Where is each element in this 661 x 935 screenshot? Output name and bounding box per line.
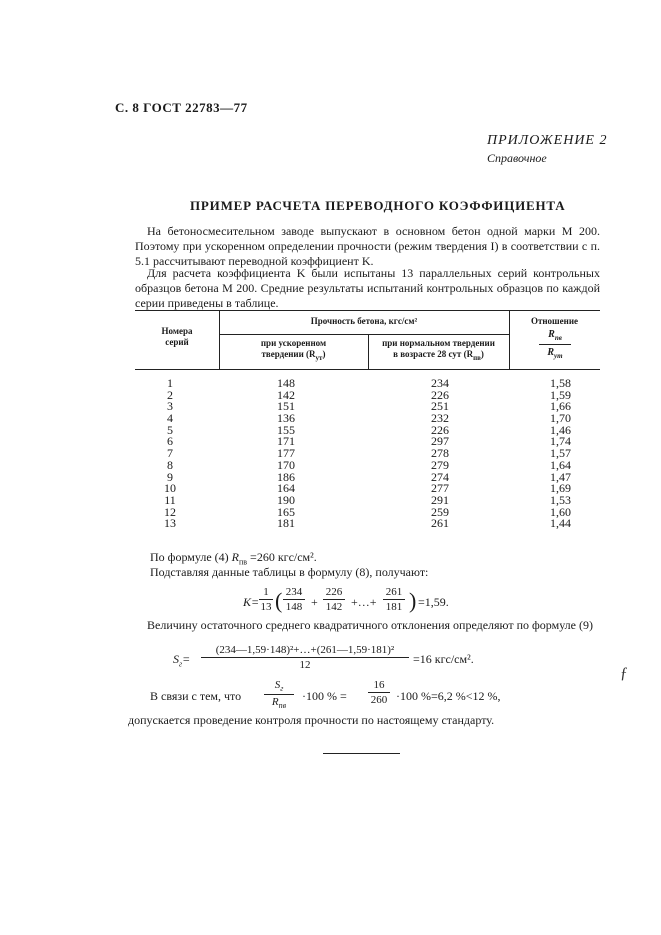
cell-ratio: 1,64 — [550, 457, 571, 472]
cell-series: 1 — [167, 376, 173, 390]
header-series-line: Номера — [161, 326, 193, 336]
paragraph-text: На бетоносмесительном заводе выпускают в основном бетон одной марки М 200. Поэтому при ускоренном определении прочности (режим твердения I) в соответствии с п. 5.1 рассчитывают переводной коэффициент K. — [135, 224, 600, 268]
column-series — [135, 378, 203, 530]
conclusion: допускается проведение контроля прочности по настоящему стандарту. — [128, 713, 495, 727]
frac-sub: пв — [278, 701, 287, 711]
comparison-end: ·100 %=6,2 %<12 %, — [396, 689, 501, 703]
table-header-rule — [135, 369, 600, 370]
cell-series: 3 — [167, 399, 173, 414]
ratio-denominator-sub: ут — [554, 352, 563, 360]
results-table — [135, 310, 600, 542]
frac-num: 261 — [385, 586, 403, 598]
formula-8-intro: Подставляя данные таблицы в формулу (8), получают: — [150, 565, 429, 579]
cell-accelerated: 190 — [277, 492, 295, 507]
frac-den: 13 — [260, 601, 272, 613]
plus-sign: + — [311, 595, 318, 609]
header-line: при нормальном твердении — [382, 338, 495, 348]
column-ratio — [550, 378, 590, 530]
frac-den: 260 — [370, 694, 388, 706]
cell-normal: 259 — [431, 504, 449, 519]
header-line: твердении (R — [261, 349, 316, 359]
paragraph-method — [135, 266, 600, 311]
frac-den: 181 — [385, 601, 403, 613]
fraction-bar — [383, 599, 405, 600]
fraction-2 — [323, 586, 345, 613]
cell-normal: 226 — [431, 387, 449, 402]
stddev-paragraph — [135, 618, 600, 633]
fraction-bar — [368, 692, 390, 693]
header-subscript: ут — [315, 353, 323, 362]
cell-accelerated: 165 — [277, 504, 295, 519]
ellipsis-plus: +…+ — [351, 595, 377, 609]
paragraph-text: Величину остаточного среднего квадратичного отклонения определяют по формуле (9) — [147, 618, 593, 632]
fraction-bar — [323, 599, 345, 600]
cell-accelerated: 171 — [277, 434, 295, 449]
document-title: ПРИМЕР РАСЧЕТА ПЕРЕВОДНОГО КОЭФФИЦИЕНТА — [190, 198, 566, 213]
fraction-3 — [383, 586, 405, 613]
cell-ratio: 1,66 — [550, 399, 571, 414]
table-strength-rule — [219, 334, 509, 335]
frac-den: 148 — [285, 601, 303, 613]
cell-normal: 291 — [431, 492, 449, 507]
fraction-bar — [264, 694, 294, 695]
stddev-formula — [173, 642, 603, 676]
cell-accelerated: 170 — [277, 457, 295, 472]
cell-normal: 274 — [431, 469, 449, 484]
s-subscript: г — [179, 659, 183, 669]
cell-ratio: 1,53 — [550, 492, 571, 507]
cell-series: 7 — [167, 446, 173, 461]
fraction-one-thirteen — [259, 586, 273, 613]
cell-series: 2 — [167, 387, 173, 402]
ratio-numerator: R — [548, 329, 555, 340]
cell-normal: 232 — [431, 411, 449, 426]
header-accelerated: при ускоренном твердении $(R_{ут})$ — [219, 338, 368, 364]
cell-accelerated: 177 — [277, 446, 295, 461]
column-accelerated — [277, 378, 307, 530]
frac-den: R — [271, 696, 279, 709]
header-line: в возрасте 28 сут (R — [393, 349, 474, 359]
k-result: =1,59. — [418, 595, 449, 609]
cell-accelerated: 155 — [277, 422, 295, 437]
cell-series: 6 — [167, 434, 173, 449]
end-rule — [323, 753, 400, 754]
s-result: =16 кгс/см². — [413, 652, 474, 666]
cell-accelerated: 148 — [277, 376, 295, 390]
page-header: С. 8 ГОСТ 22783—77 — [115, 100, 248, 115]
cell-series: 12 — [164, 504, 176, 519]
value-fraction — [368, 679, 390, 706]
frac-num: 234 — [285, 586, 303, 598]
header-normal: при нормальном твердении в возрасте 28 сут $(R_{пв})$ — [368, 338, 509, 364]
header-ratio-fraction — [539, 329, 571, 360]
k-lhs: K= — [243, 595, 260, 609]
paragraph-intro — [135, 224, 600, 269]
cell-ratio: 1,59 — [550, 387, 571, 402]
s-symbol: S — [173, 652, 179, 666]
cell-series: 5 — [167, 422, 173, 437]
cell-accelerated: 164 — [277, 481, 295, 496]
column-normal — [431, 378, 461, 530]
cell-series: 10 — [164, 481, 176, 496]
cell-ratio: 1,44 — [550, 516, 571, 531]
ratio-fraction — [264, 679, 294, 710]
frac-den: 142 — [325, 601, 343, 613]
cell-accelerated: 151 — [277, 399, 295, 414]
calc-text: =260 кгс/см². — [247, 550, 317, 564]
paren-close: ) — [409, 588, 417, 613]
comparison-line — [150, 677, 600, 713]
stddev-fraction — [201, 644, 409, 671]
fraction-bar — [259, 599, 273, 600]
cell-series: 4 — [167, 411, 173, 426]
cell-accelerated: 186 — [277, 469, 295, 484]
frac-num: (234—1,59·148)²+…+(261—1,59·181)² — [215, 644, 395, 656]
comparison-prefix: В связи с тем, что — [150, 689, 242, 703]
appendix-subtitle: Справочное — [487, 151, 547, 165]
comparison-mid: ·100 % = — [302, 689, 347, 703]
cell-normal: 251 — [431, 399, 449, 414]
fraction-1 — [283, 586, 305, 613]
cell-accelerated: 181 — [277, 516, 295, 531]
header-strength: Прочность бетона, кгс/см² — [310, 316, 418, 326]
cell-normal: 261 — [431, 516, 449, 531]
cell-accelerated: 136 — [277, 411, 295, 426]
frac-num: 226 — [325, 586, 343, 598]
formula-4-line — [150, 550, 317, 566]
k-formula — [243, 586, 563, 620]
cell-ratio: 1,70 — [550, 411, 571, 426]
header-series-line: серий — [165, 337, 189, 347]
margin-mark: ƒ — [620, 665, 628, 682]
s-lhs: $S_г=$ — [173, 652, 191, 669]
fraction-bar — [283, 599, 305, 600]
fraction-bar — [201, 657, 409, 658]
ratio-denominator: R — [547, 347, 555, 358]
cell-ratio: 1,58 — [550, 376, 571, 390]
cell-ratio: 1,46 — [550, 422, 571, 437]
paragraph-text: Для расчета коэффициента K были испытаны 13 параллельных серий контрольных образцов бетона М 200. Средние результаты испытаний контрольных образцов по каждой серии приведены в таблице. — [135, 266, 600, 310]
ratio-numerator-sub: пв — [554, 334, 562, 342]
cell-ratio: 1,47 — [550, 469, 571, 484]
cell-normal: 297 — [431, 434, 449, 449]
header-subscript: пв — [473, 353, 481, 362]
cell-ratio: 1,74 — [550, 434, 571, 449]
cell-normal: 279 — [431, 457, 449, 472]
cell-normal: 226 — [431, 422, 449, 437]
frac-num: 1 — [263, 586, 269, 598]
frac-den: 12 — [299, 659, 311, 671]
calc-symbol: R — [231, 550, 239, 564]
cell-ratio: 1,57 — [550, 446, 571, 461]
cell-ratio: 1,60 — [550, 504, 571, 519]
calc-text: По формуле (4) — [150, 550, 232, 564]
cell-normal: 278 — [431, 446, 449, 461]
cell-normal: 234 — [431, 376, 449, 390]
cell-series: 8 — [167, 457, 173, 472]
table-top-rule — [135, 310, 600, 311]
header-line: при ускоренном — [260, 338, 327, 348]
header-ratio: Отношение — [530, 316, 579, 326]
appendix-title: ПРИЛОЖЕНИЕ 2 — [487, 133, 608, 148]
frac-num: 16 — [373, 679, 385, 691]
cell-series: 9 — [167, 469, 173, 484]
cell-ratio: 1,69 — [550, 481, 571, 496]
cell-series: 13 — [164, 516, 176, 531]
cell-normal: 277 — [431, 481, 449, 496]
cell-accelerated: 142 — [277, 387, 295, 402]
fraction-bar — [539, 344, 571, 345]
cell-series: 11 — [164, 492, 176, 507]
frac-num: S — [274, 679, 281, 691]
frac-sub: г — [280, 684, 284, 694]
header-series — [135, 326, 219, 348]
paren-open: ( — [275, 588, 283, 613]
calc-subscript: пв — [238, 557, 248, 567]
